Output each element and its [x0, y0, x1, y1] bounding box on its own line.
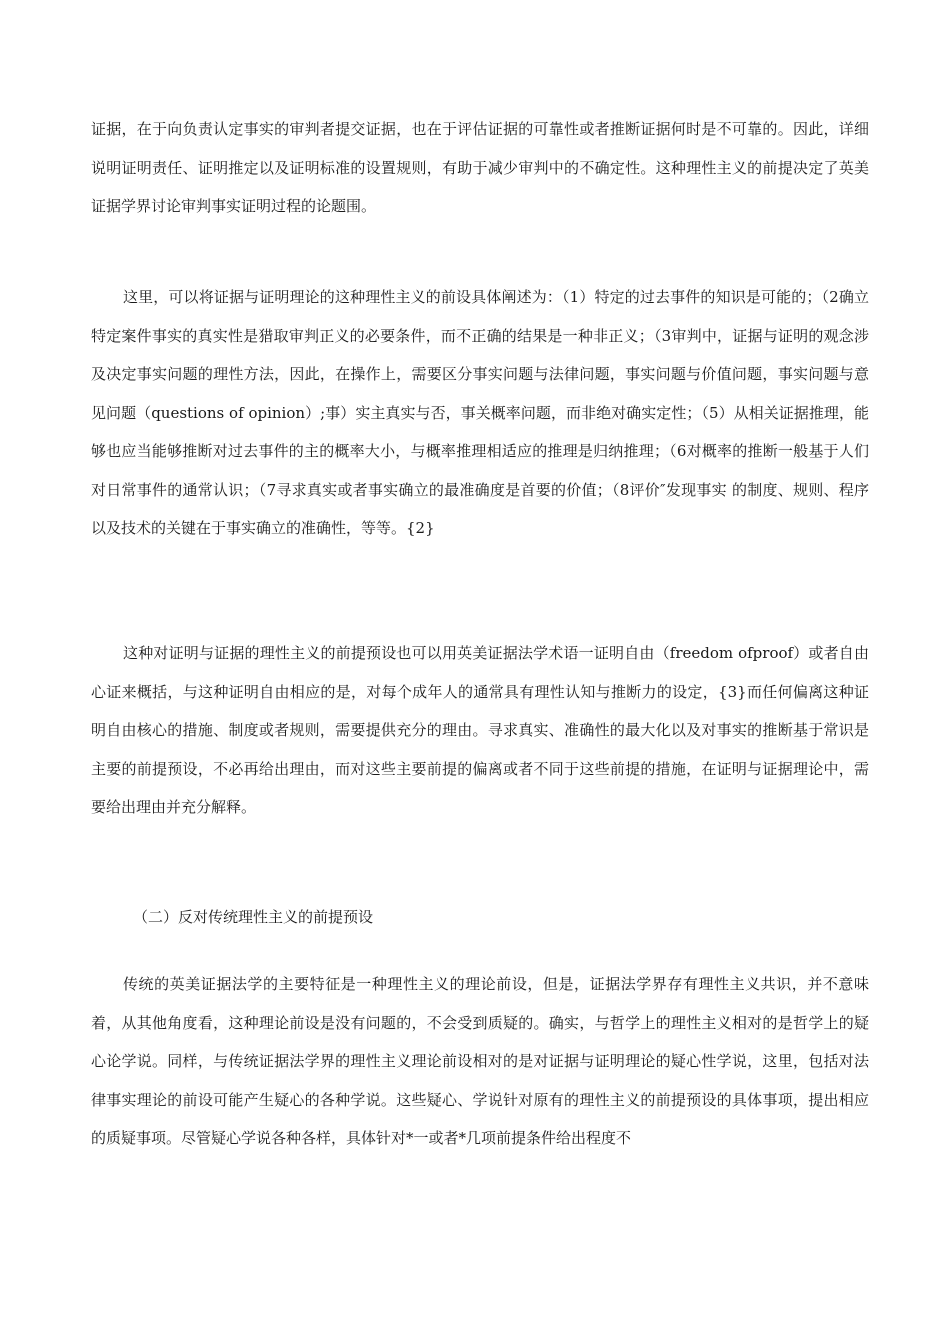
section-heading: （二）反对传统理性主义的前提预设: [133, 908, 374, 926]
paragraph-skepticism: 传统的英美证据法学的主要特征是一种理性主义的理论前设，但是，证据法学界存有理性主义共识，并不意味着，从其他角度看，这种理论前设是没有问题的，不会受到质疑的。确实，与哲学上的理性主义相对的是哲学上的疑心论学说。同样，与传统证据法学界的理性主义理论前设相对的是对证据与证明理论的疑心性学说，这里，包括对法律事实理论的前设可能产生疑心的各种学说。这些疑心、学说针对原有的理性主义的前提预设的具体事项，提出相应的质疑事项。尽管疑心学说各种各样，具体针对*一或者*几项前提条件给出程度不: [91, 975, 869, 1147]
paragraph-rationalist-premises: 这里，可以将证据与证明理论的这种理性主义的前设具体阐述为：（1）特定的过去事件的知识是可能的；（2确立特定案件事实的真实性是猎取审判正义的必要条件，而不正确的结果是一种非正义；（3审判中，证据与证明的观念涉及决定事实问题的理性方法，因此，在操作上，需要区分事实问题与法律问题，事实问题与价值问题，事实问题与意见问题（questions of opinion）;事）实主真实与否，事关概率问题，而非绝对确实定性；（5）从相关证据推理，能够也应当能够推断对过去事件的主的概率大小，与概率推理相适应的推理是归纳推理；（6对概率的推断一般基于人们对日常事件的通常认识；（7寻求真实或者事实确立的最准确度是首要的价值；（8评价″发现事实 的制度、规则、程序以及技术的关键在于事实确立的准确性，等等。{2}: [91, 288, 869, 537]
paragraph-freedom-of-proof: 这种对证明与证据的理性主义的前提预设也可以用英美证据法学术语一证明自由（freedom ofproof）或者自由心证来概括，与这种证明自由相应的是，对每个成年人的通常具有理性认知与推断力的设定，{3}而任何偏离这种证明自由核心的措施、制度或者规则，需要提供充分的理由。寻求真实、准确性的最大化以及对事实的推断基于常识是主要的前提预设，不必再给出理由，而对这些主要前提的偏离或者不同于这些前提的措施，在证明与证据理论中，需要给出理由并充分解释。: [91, 644, 869, 816]
paragraph-continuation: 证据，在于向负责认定事实的审判者提交证据，也在于评估证据的可靠性或者推断证据何时是不可靠的。因此，详细说明证明责任、证明推定以及证明标准的设置规则，有助于减少审判中的不确定性。这种理性主义的前提决定了英美证据学界讨论审判事实证明过程的论题围。: [91, 120, 869, 215]
